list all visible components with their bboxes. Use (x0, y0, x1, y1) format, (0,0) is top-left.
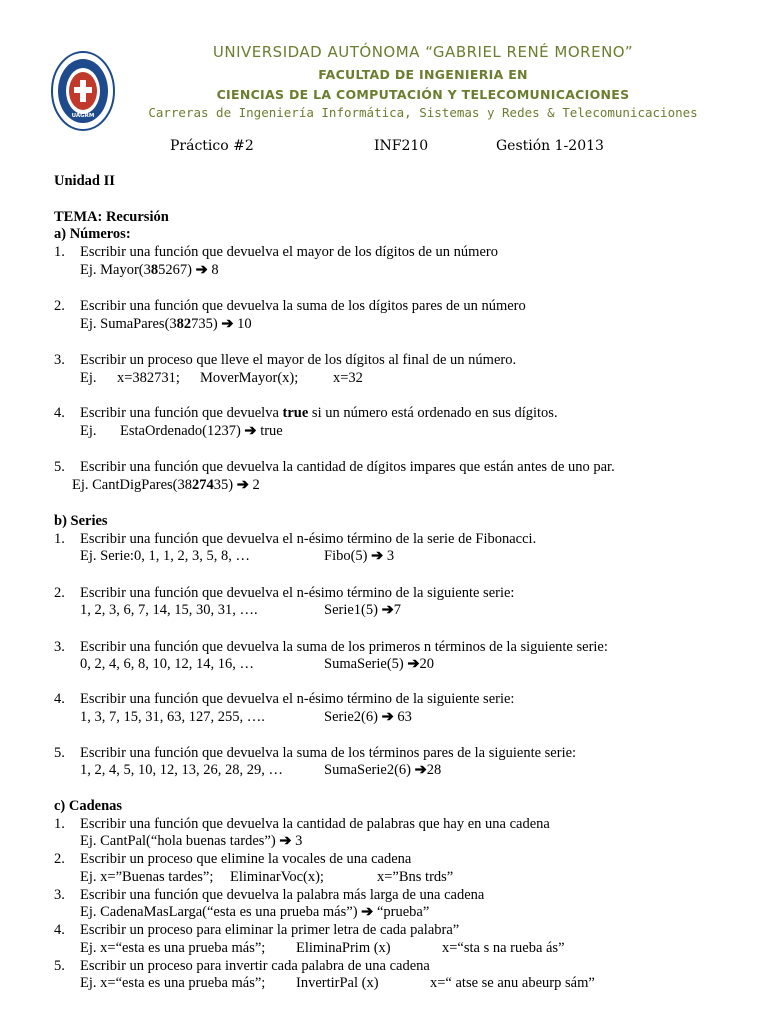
strings-item-3-example (80, 904, 429, 921)
example-result: 8 (207, 262, 219, 278)
numbers-item-4-example (120, 423, 283, 440)
arrow-icon: ➔ (279, 833, 292, 849)
example-result: 10 (233, 316, 252, 332)
example-pre: Ej. CantDigPares(38 (72, 477, 193, 493)
example-result: x=“ atse se anu abeurp sám” (430, 975, 595, 991)
example-post: 735) (191, 316, 222, 332)
university-logo (50, 50, 116, 132)
strings-item-1-text: Escribir una función que devuelva la cantidad de palabras que hay en una cadena (80, 816, 550, 832)
example-bold-2: 4 (206, 477, 214, 493)
strings-item-3-text: Escribir una función que devuelva la palabra más larga de una cadena (80, 887, 485, 903)
example-bold: 27 (192, 477, 207, 493)
text-pre: Escribir una función que devuelva (80, 405, 283, 421)
series-item-3-sequence: 0, 2, 4, 6, 8, 10, 12, 14, 16, … (80, 656, 254, 672)
item-number: 1. (54, 244, 65, 260)
example-call: SumaSerie2(6) (324, 762, 415, 778)
series-item-5-sequence: 1, 2, 4, 5, 10, 12, 13, 26, 28, 29, … (80, 762, 283, 778)
item-number: 2. (54, 851, 65, 867)
example-result: 28 (426, 762, 442, 778)
faculty-line-2: CIENCIAS DE LA COMPUTACIÓN Y TELECOMUNICACIONES (216, 87, 630, 102)
example-assign: Ej. x=“esta es una prueba más”; (80, 940, 266, 956)
unit-title: Unidad II (54, 173, 115, 189)
example-assign: Ej. x=”Buenas tardes”; (80, 869, 214, 885)
example-call: EliminarVoc(x); (230, 869, 324, 885)
arrow-icon: ➔ (381, 602, 394, 618)
series-item-4-sequence: 1, 3, 7, 15, 31, 63, 127, 255, …. (80, 709, 265, 725)
logo-text: UAGRM (71, 113, 95, 119)
example-result: 63 (393, 709, 412, 725)
strings-item-4-text: Escribir un proceso para eliminar la primer letra de cada palabra” (80, 922, 460, 938)
example-label: Ej. (80, 370, 97, 386)
numbers-item-1-example (80, 262, 219, 279)
series-item-2-call (324, 602, 401, 619)
series-item-3-call (324, 656, 434, 673)
example-label: Ej. (80, 423, 97, 439)
example-result: true (256, 423, 283, 439)
strings-item-5-text: Escribir un proceso para invertir cada palabra de una cadena (80, 958, 430, 974)
practice-number: Práctico #2 (170, 138, 254, 154)
series-item-1-text: Escribir una función que devuelva el n-ésimo término de la serie de Fibonacci. (80, 531, 537, 547)
example-assign: Ej. x=“esta es una prueba más”; (80, 975, 266, 991)
example-bold: 82 (176, 316, 192, 332)
item-number: 3. (54, 887, 65, 903)
series-item-2-sequence: 1, 2, 3, 6, 7, 14, 15, 30, 31, …. (80, 602, 258, 618)
example-result: 20 (419, 656, 435, 672)
example-call: MoverMayor(x); (200, 370, 299, 386)
series-item-1-call (324, 548, 394, 565)
numbers-item-3-text: Escribir un proceso que lleve el mayor de los dígitos al final de un número. (80, 352, 517, 368)
text-post: si un número está ordenado en sus dígitos. (308, 405, 558, 421)
series-item-4-text: Escribir una función que devuelva el n-ésimo término de la siguiente serie: (80, 691, 515, 707)
arrow-icon: ➔ (195, 262, 208, 278)
example-bold: 8 (150, 262, 159, 278)
text-bold: true (282, 405, 309, 421)
numbers-item-2-text: Escribir una función que devuelva la suma de los dígitos pares de un número (80, 298, 526, 314)
strings-item-2-text: Escribir un proceso que elimine la vocales de una cadena (80, 851, 412, 867)
faculty-line-1: FACULTAD DE INGENIERIA EN (318, 67, 528, 82)
section-numbers-title: a) Números: (54, 226, 131, 242)
university-name: UNIVERSIDAD AUTÓNOMA “GABRIEL RENÉ MORENO” (212, 43, 634, 61)
example-call: Fibo(5) (324, 548, 372, 564)
item-number: 2. (54, 298, 65, 314)
arrow-icon: ➔ (361, 904, 374, 920)
example-call: Serie1(5) (324, 602, 382, 618)
example-post: 35) (213, 477, 237, 493)
example-pre: Ej. Mayor(3 (80, 262, 151, 278)
careers-line: Carreras de Ingeniería Informática, Sistemas y Redes & Telecomunicaciones (148, 105, 698, 120)
example-result: 3 (291, 833, 303, 849)
arrow-icon: ➔ (244, 423, 257, 439)
arrow-icon: ➔ (371, 548, 384, 564)
example-result: x=”Bns trds” (377, 869, 454, 885)
example-call: InvertirPal (x) (296, 975, 379, 991)
example-post: 5267) (158, 262, 196, 278)
example-assign: x=382731; (117, 370, 180, 386)
series-item-3-text: Escribir una función que devuelva la suma de los primeros n términos de la siguiente serie: (80, 639, 608, 655)
example-result: “prueba” (373, 904, 430, 920)
item-number: 1. (54, 531, 65, 547)
arrow-icon: ➔ (381, 709, 394, 725)
numbers-item-1-text: Escribir una función que devuelva el mayor de los dígitos de un número (80, 244, 498, 260)
item-number: 1. (54, 816, 65, 832)
course-code: INF210 (374, 138, 429, 154)
numbers-item-5-example (72, 477, 260, 494)
numbers-item-5-text: Escribir una función que devuelva la cantidad de dígitos impares que están antes de uno par. (80, 459, 615, 475)
item-number: 5. (54, 958, 65, 974)
series-item-5-call (324, 762, 441, 779)
numbers-item-4-text (80, 405, 558, 422)
example-result: x=32 (333, 370, 363, 386)
numbers-item-2-example (80, 316, 252, 333)
term: Gestión 1-2013 (496, 138, 604, 154)
series-item-1-sequence: Ej. Serie:0, 1, 1, 2, 3, 5, 8, … (80, 548, 250, 564)
item-number: 5. (54, 745, 65, 761)
item-number: 4. (54, 922, 65, 938)
example-call: EliminaPrim (x) (296, 940, 391, 956)
example-result: 3 (383, 548, 395, 564)
example-result: x=“sta s na rueba ás” (442, 940, 565, 956)
arrow-icon: ➔ (407, 656, 420, 672)
item-number: 5. (54, 459, 65, 475)
topic-title: TEMA: Recursión (54, 209, 169, 225)
example-call: Ej. CantPal(“hola buenas tardes”) (80, 833, 280, 849)
example-pre: Ej. SumaPares(3 (80, 316, 177, 332)
item-number: 2. (54, 585, 65, 601)
item-number: 4. (54, 691, 65, 707)
arrow-icon: ➔ (221, 316, 234, 332)
arrow-icon: ➔ (236, 477, 249, 493)
arrow-icon: ➔ (414, 762, 427, 778)
series-item-2-text: Escribir una función que devuelva el n-ésimo término de la siguiente serie: (80, 585, 515, 601)
section-strings-title: c) Cadenas (54, 798, 123, 814)
item-number: 3. (54, 639, 65, 655)
example-result: 2 (248, 477, 260, 493)
example-result: 7 (393, 602, 401, 618)
example-call: EstaOrdenado(1237) (120, 423, 245, 439)
strings-item-1-example (80, 833, 302, 850)
example-call: SumaSerie(5) (324, 656, 408, 672)
item-number: 4. (54, 405, 65, 421)
series-item-4-call (324, 709, 412, 726)
item-number: 3. (54, 352, 65, 368)
example-call: Ej. CadenaMasLarga(“esta es una prueba más”) (80, 904, 362, 920)
example-call: Serie2(6) (324, 709, 382, 725)
series-item-5-text: Escribir una función que devuelva la suma de los términos pares de la siguiente serie: (80, 745, 577, 761)
section-series-title: b) Series (54, 513, 108, 529)
